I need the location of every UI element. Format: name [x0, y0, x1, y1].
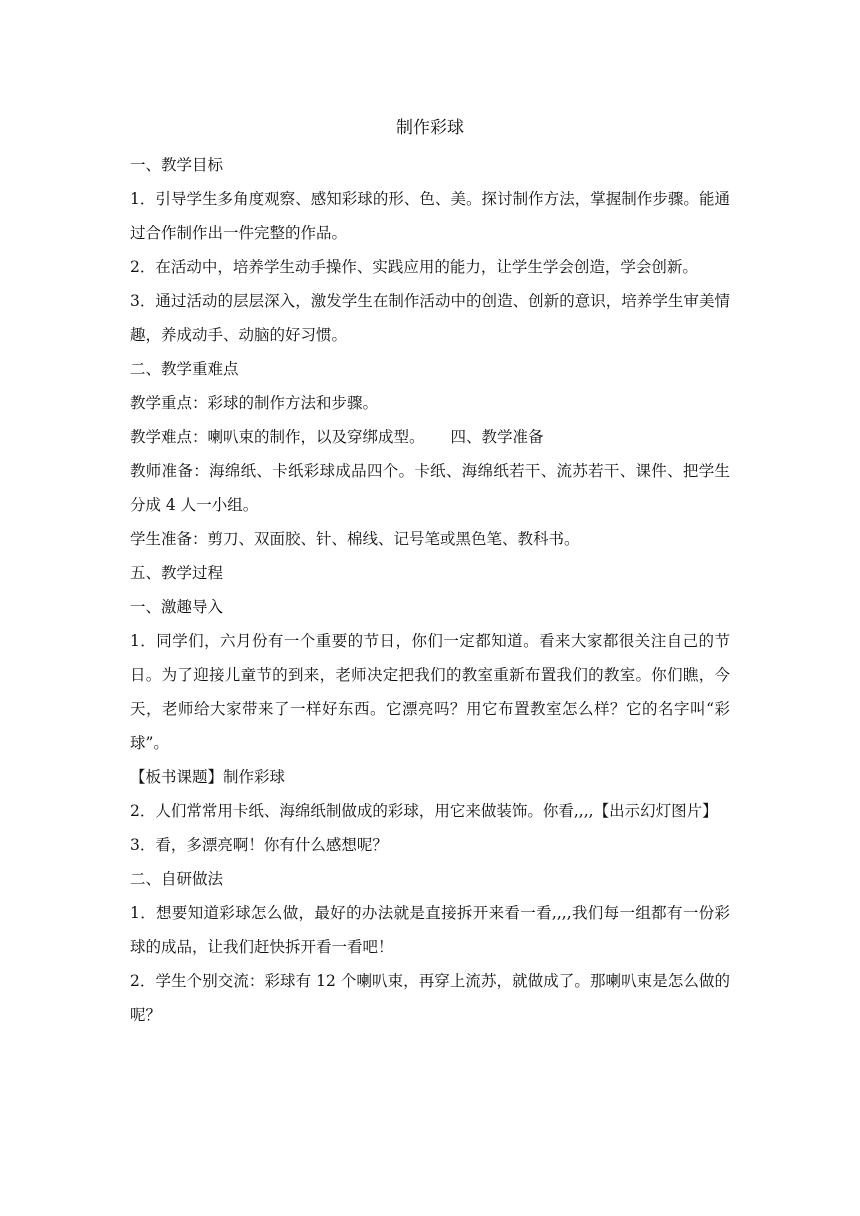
section-heading-objectives: 一、教学目标	[130, 156, 224, 174]
board-title-note: 【板书课题】制作彩球	[130, 768, 286, 786]
section-heading-preparation: 四、教学准备	[450, 428, 544, 446]
document-title: 制作彩球	[396, 118, 464, 138]
objective-2: 2．在活动中，培养学生动手操作、实践应用的能力，让学生学会创造，学会创新。	[130, 258, 698, 276]
section-heading-process: 五、教学过程	[130, 564, 224, 582]
subheading-self-study: 二、自研做法	[130, 870, 224, 888]
introduction-step-1: 1．同学们，六月份有一个重要的节日，你们一定都知道。看来大家都很关注自己的节日。为了迎接儿童节的到来，老师决定把我们的教室重新布置我们的教室。你们瞧，今天，老师给大家带来了一样好东西。它漂亮吗？用它布置教室怎么样？它的名字叫“彩球”。	[130, 632, 730, 752]
self-study-step-2: 2．学生个别交流：彩球有 12 个喇叭束，再穿上流苏，就做成了。那喇叭束是怎么做的呢？	[130, 972, 730, 1024]
introduction-step-2: 2．人们常常用卡纸、海绵纸制做成的彩球，用它来做装饰。你看,,,,【出示幻灯图片】	[130, 802, 718, 820]
subheading-introduction: 一、激趣导入	[130, 598, 224, 616]
difficult-point-line	[130, 420, 730, 454]
introduction-step-3: 3．看，多漂亮啊！你有什么感想呢？	[130, 836, 388, 854]
difficult-point: 教学难点：喇叭束的制作，以及穿绑成型。	[130, 428, 425, 446]
objective-3: 3．通过活动的层层深入，激发学生在制作活动中的创造、创新的意识，培养学生审美情趣，养成动手、动脑的好习惯。	[130, 292, 730, 344]
student-preparation: 学生准备：剪刀、双面胶、针、棉线、记号笔或黑色笔、教科书。	[130, 530, 580, 548]
document-body	[130, 112, 730, 1032]
teacher-preparation: 教师准备：海绵纸、卡纸彩球成品四个。卡纸、海绵纸若干、流苏若干、课件、把学生分成 4 人一小组。	[130, 462, 730, 514]
self-study-step-1: 1．想要知道彩球怎么做，最好的办法就是直接拆开来看一看,,,,我们每一组都有一份彩球的成品，让我们赶快拆开看一看吧！	[130, 904, 730, 956]
objective-1: 1．引导学生多角度观察、感知彩球的形、色、美。探讨制作方法，掌握制作步骤。能通过合作制作出一件完整的作品。	[130, 190, 730, 242]
section-heading-key-points: 二、教学重难点	[130, 360, 239, 378]
key-point: 教学重点：彩球的制作方法和步骤。	[130, 394, 379, 412]
